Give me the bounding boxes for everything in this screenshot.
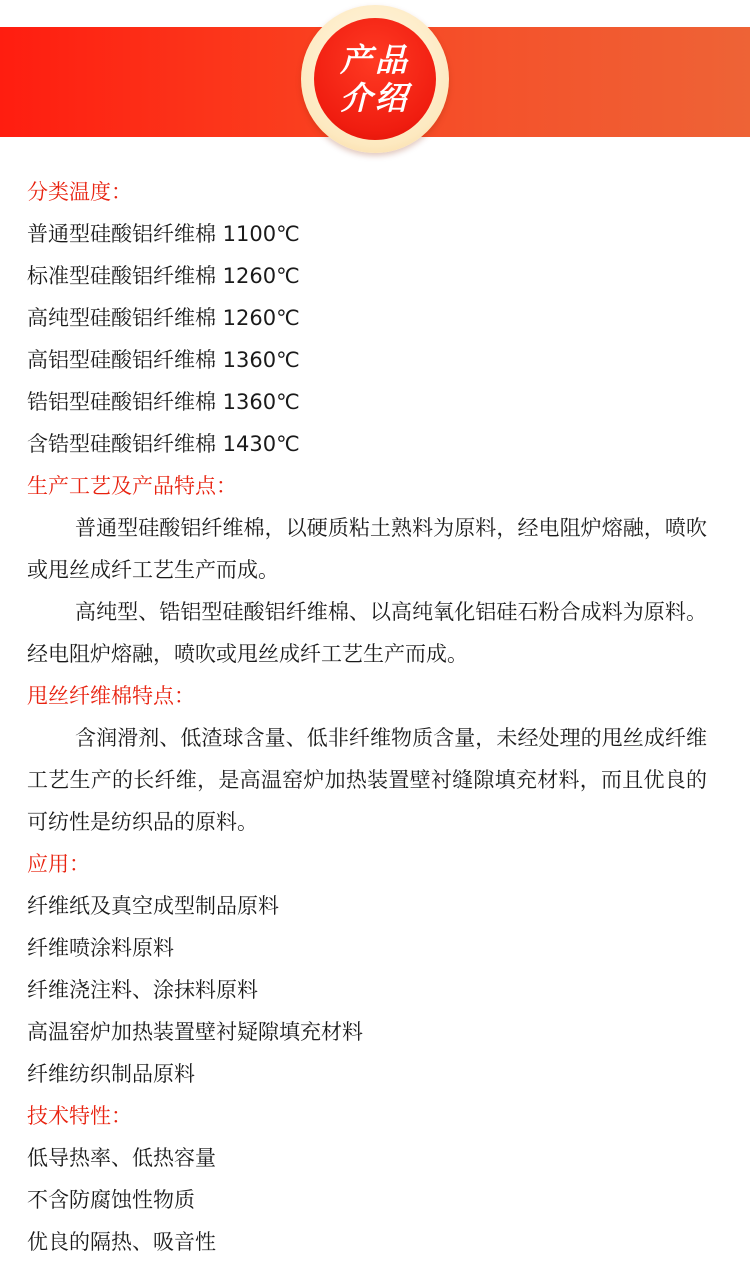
application-item: 纤维浇注料、涂抹料原料 [27, 978, 258, 1002]
temperature-item: 含锆型硅酸铝纤维棉 1430℃ [27, 432, 300, 456]
section-heading-application: 应用： [27, 852, 90, 876]
badge-title-line1: 产品 [339, 41, 410, 79]
technical-item: 低导热率、低热容量 [27, 1146, 216, 1170]
product-intro-badge [301, 5, 449, 153]
temperature-item: 标准型硅酸铝纤维棉 1260℃ [27, 264, 300, 288]
badge-inner-circle [314, 18, 436, 140]
application-item: 纤维纺织制品原料 [27, 1062, 195, 1086]
application-item: 纤维纸及真空成型制品原料 [27, 894, 279, 918]
section-heading-process: 生产工艺及产品特点： [27, 474, 237, 498]
badge-title-line2: 介绍 [339, 79, 410, 117]
section-heading-technical: 技术特性： [27, 1104, 132, 1128]
application-item: 纤维喷涂料原料 [27, 936, 174, 960]
temperature-item: 普通型硅酸铝纤维棉 1100℃ [27, 222, 300, 246]
product-description [27, 171, 707, 1263]
section-heading-temperature: 分类温度： [27, 180, 132, 204]
temperature-item: 高纯型硅酸铝纤维棉 1260℃ [27, 306, 300, 330]
section-heading-spun-fiber: 甩丝纤维棉特点： [27, 684, 195, 708]
spun-fiber-paragraph: 含润滑剂、低渣球含量、低非纤维物质含量，未经处理的甩丝成纤维工艺生产的长纤维，是高温窑炉加热装置壁衬缝隙填充材料，而且优良的可纺性是纺织品的原料。 [27, 726, 707, 834]
technical-item: 优良的隔热、吸音性 [27, 1230, 216, 1254]
temperature-item: 高铝型硅酸铝纤维棉 1360℃ [27, 348, 300, 372]
process-paragraph: 普通型硅酸铝纤维棉，以硬质粘土熟料为原料，经电阻炉熔融，喷吹或甩丝成纤工艺生产而成。 [27, 516, 707, 582]
process-paragraph: 高纯型、锆铝型硅酸铝纤维棉、以高纯氧化铝硅石粉合成料为原料。经电阻炉熔融，喷吹或甩丝成纤工艺生产而成。 [27, 600, 707, 666]
temperature-item: 锆铝型硅酸铝纤维棉 1360℃ [27, 390, 300, 414]
application-item: 高温窑炉加热装置壁衬疑隙填充材料 [27, 1020, 363, 1044]
technical-item: 不含防腐蚀性物质 [27, 1188, 195, 1212]
